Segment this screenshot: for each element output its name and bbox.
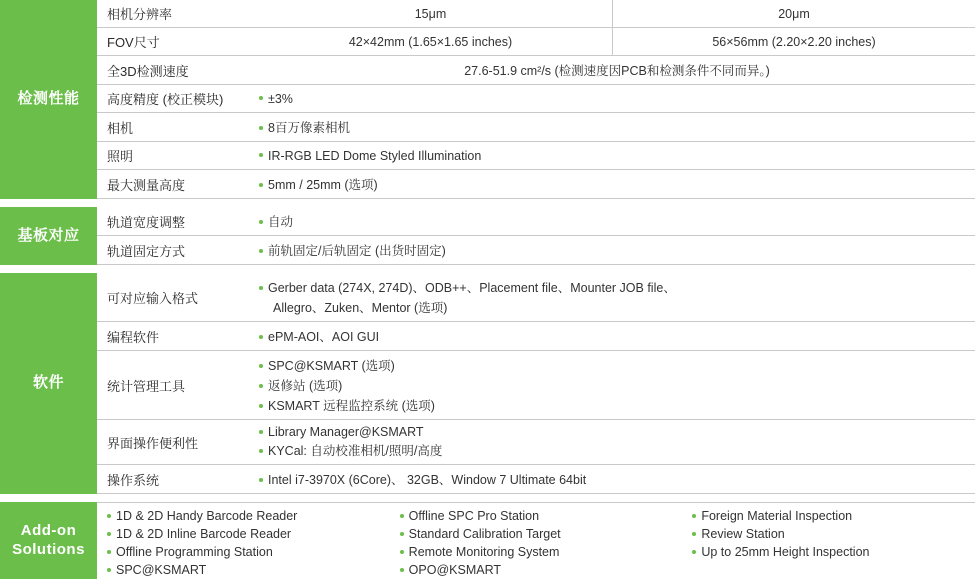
addon-columns — [97, 502, 975, 579]
row-label: 相机分辨率 — [107, 7, 173, 22]
row-value — [249, 170, 975, 198]
list-item: Remote Monitoring System — [400, 543, 683, 561]
value-col-15um: 15μm — [414, 6, 447, 21]
row-label: 相机 — [107, 120, 134, 136]
row-value — [249, 85, 975, 112]
value-text: 8百万像素相机 — [259, 117, 975, 137]
value-text: Intel i7-3970X (6Core)、 32GB、Window 7 Ultimate 64bit — [259, 469, 975, 489]
value-text: 自动 — [259, 211, 975, 231]
value-col-20um: 20μm — [612, 0, 975, 27]
list-item: SPC@KSMART — [107, 561, 390, 579]
list-item: Standard Calibration Target — [400, 525, 683, 543]
value-text: IR-RGB LED Dome Styled Illumination — [259, 148, 975, 164]
row-value — [249, 465, 975, 493]
table-row — [97, 28, 975, 56]
section-rows — [97, 207, 975, 265]
list-item: OPO@KSMART — [400, 561, 683, 579]
value-text: Gerber data (274X, 274D)、ODB++、Placement file、Mounter JOB file、 — [259, 277, 975, 297]
row-value — [249, 351, 975, 419]
row-label: 可对应输入格式 — [107, 290, 199, 306]
value-text: 27.6-51.9 cm²/s (检测速度因PCB和检测条件不同而异。) — [464, 64, 770, 78]
section-rows — [97, 273, 975, 494]
list-item: Review Station — [692, 525, 975, 543]
row-label: 最大测量高度 — [107, 177, 186, 193]
list-item: Foreign Material Inspection — [692, 507, 975, 525]
addon-column-1 — [97, 507, 390, 579]
row-value — [249, 207, 975, 235]
section-category-label: 基板对应 — [0, 207, 97, 265]
row-value-split — [249, 0, 975, 27]
row-label: 轨道宽度调整 — [107, 214, 186, 230]
addon-category-line2: Solutions — [12, 540, 85, 558]
row-value — [249, 420, 975, 464]
row-value — [249, 113, 975, 141]
row-label: 编程软件 — [107, 329, 160, 345]
section-category-label: 检测性能 — [0, 0, 97, 199]
table-row — [97, 207, 975, 236]
list-item: Up to 25mm Height Inspection — [692, 543, 975, 561]
row-label: FOV尺寸 — [107, 35, 160, 50]
section-board-handling — [0, 207, 975, 265]
value-text: 5mm / 25mm (选项) — [259, 174, 975, 194]
section-software — [0, 273, 975, 494]
value-text: Allegro、Zuken、Mentor (选项) — [273, 301, 448, 315]
section-inspection-performance — [0, 0, 975, 199]
list-item: 1D & 2D Handy Barcode Reader — [107, 507, 390, 525]
list-item: Offline SPC Pro Station — [400, 507, 683, 525]
row-label: 统计管理工具 — [107, 378, 186, 394]
row-label: 全3D检测速度 — [107, 63, 189, 79]
row-label: 照明 — [107, 149, 134, 164]
table-row — [97, 465, 975, 494]
value-text: KSMART 远程监控系统 (选项) — [259, 395, 975, 415]
row-label: 操作系统 — [107, 472, 160, 488]
value-col-15um: 42×42mm (1.65×1.65 inches) — [348, 34, 513, 49]
addon-column-3 — [682, 507, 975, 579]
table-row — [97, 142, 975, 170]
table-row — [97, 420, 975, 465]
value-text: Library Manager@KSMART — [259, 424, 975, 440]
row-value — [249, 236, 975, 264]
addon-category-line1: Add-on — [20, 521, 77, 539]
row-value — [249, 56, 975, 84]
row-label: 轨道固定方式 — [107, 243, 186, 259]
list-item: Offline Programming Station — [107, 543, 390, 561]
value-text: 返修站 (选项) — [259, 375, 975, 395]
value-text: 前轨固定/后轨固定 (出货时固定) — [259, 240, 975, 260]
table-row — [97, 0, 975, 28]
table-row — [97, 322, 975, 351]
addon-column-2 — [390, 507, 683, 579]
row-label: 高度精度 (校正模块) — [107, 92, 224, 107]
value-text: KYCal: 自动校准相机/照明/高度 — [259, 440, 975, 460]
table-row — [97, 273, 975, 322]
value-col-20um: 56×56mm (2.20×2.20 inches) — [612, 28, 975, 55]
section-category-label: 软件 — [0, 273, 97, 494]
value-text: ePM-AOI、AOI GUI — [259, 326, 975, 346]
row-value — [249, 142, 975, 169]
table-row — [97, 56, 975, 85]
value-text: SPC@KSMART (选项) — [259, 355, 975, 375]
row-label: 界面操作便利性 — [107, 435, 199, 451]
table-row — [97, 236, 975, 265]
section-rows — [97, 0, 975, 199]
section-addon-solutions — [0, 502, 975, 579]
section-category-label — [0, 502, 97, 579]
table-row — [97, 170, 975, 199]
row-value-split — [249, 28, 975, 55]
table-row — [97, 113, 975, 142]
value-text: ±3% — [259, 91, 975, 107]
list-item: 1D & 2D Inline Barcode Reader — [107, 525, 390, 543]
row-value — [249, 273, 975, 321]
table-row — [97, 85, 975, 113]
row-value — [249, 322, 975, 350]
table-row — [97, 351, 975, 420]
